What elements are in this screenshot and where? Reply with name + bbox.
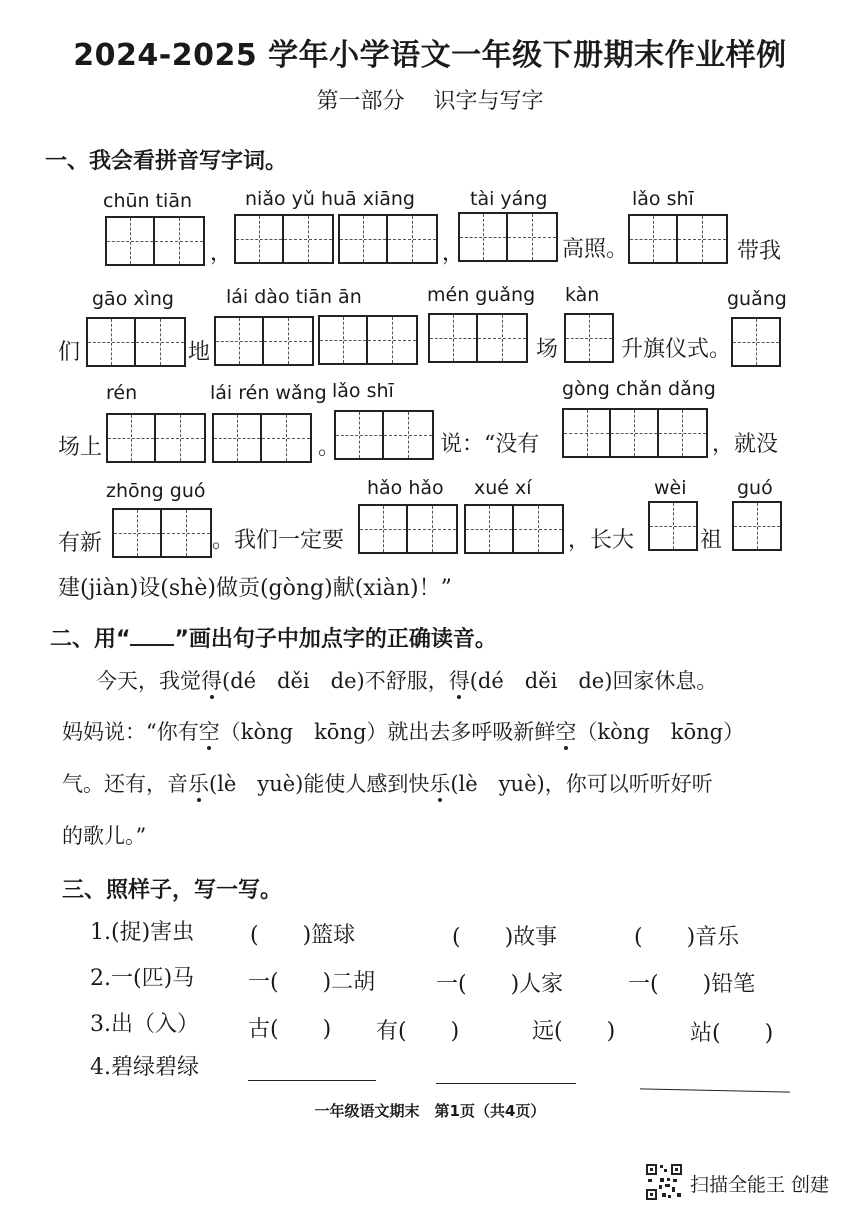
writing-grid[interactable] [318, 315, 418, 365]
writing-grid[interactable] [732, 501, 782, 551]
writing-grid[interactable] [358, 504, 458, 554]
writing-grid[interactable] [234, 214, 334, 264]
writing-grid[interactable] [562, 408, 708, 458]
text-fragment: 们 [58, 340, 81, 365]
fill-blank[interactable]: 一( )铅笔 [628, 972, 756, 997]
writing-grid[interactable] [464, 504, 564, 554]
sentence-line: 的歌儿。” [62, 824, 147, 848]
pinyin: lái rén wǎng [210, 382, 327, 404]
example-item: 2.一(匹)马 [90, 966, 195, 991]
text-fragment: 有新 [58, 531, 103, 556]
pinyin: wèi [654, 477, 687, 499]
text-fragment: 场上 [58, 435, 103, 460]
section2-heading-start: 二、用“ [50, 627, 131, 652]
pinyin: rén [106, 382, 138, 404]
pinyin: guǎng [727, 288, 787, 310]
dotted-char: 乐 [188, 772, 209, 796]
text-fragment: 说：“没有 [440, 432, 540, 457]
section2-heading-end: ”画出句子中加点字的正确读音。 [174, 627, 497, 652]
text-fragment: 。我们一定要 [212, 528, 345, 553]
answer-line[interactable] [640, 1088, 790, 1092]
pinyin: hǎo hǎo [367, 477, 444, 499]
part-subtitle: 第一部分 识字与写字 [316, 89, 544, 114]
qr-code-icon [645, 1163, 683, 1201]
pinyin: lǎo shī [632, 188, 694, 210]
dotted-char: 乐 [429, 772, 451, 796]
page-title: 2024-2025 学年小学语文一年级下册期末作业样例 [73, 38, 787, 73]
section3-heading: 三、照样子，写一写。 [62, 878, 283, 903]
text-fragment: 高照。 [562, 237, 629, 262]
pinyin: kàn [565, 284, 600, 306]
sentence-line: 妈妈说：“你有空（kòng kōng）就出去多呼吸新鲜空（kòng kōng） [62, 720, 745, 744]
fill-blank[interactable]: 站( ) [690, 1021, 774, 1046]
fill-blank[interactable]: 远( ) [532, 1019, 616, 1044]
writing-grid[interactable] [458, 212, 558, 262]
writing-grid[interactable] [112, 508, 212, 558]
pinyin: gòng chǎn dǎng [562, 378, 716, 400]
dotted-char: 得 [448, 669, 470, 693]
dotted-char: 空 [198, 720, 220, 744]
text-fragment: 带我 [737, 239, 782, 264]
dotted-char: 空 [555, 720, 577, 744]
pinyin: lǎo shī [332, 380, 394, 402]
answer-line[interactable] [436, 1083, 576, 1084]
text-fragment: 。 [318, 435, 341, 460]
text-fragment: ， [210, 241, 233, 266]
writing-grid[interactable] [628, 214, 728, 264]
writing-grid[interactable] [86, 317, 186, 367]
pinyin: niǎo yǔ huā xiāng [245, 188, 415, 210]
pinyin: guó [737, 477, 773, 499]
fill-blank[interactable]: 有( ) [376, 1019, 460, 1044]
writing-grid[interactable] [105, 216, 205, 266]
pinyin: mén guǎng [427, 284, 536, 306]
sentence-line: 气。还有，音乐(lè yuè)能使人感到快乐(lè yuè)，你可以听听好听 [62, 772, 713, 796]
scanner-watermark: 扫描全能王 创建 [690, 1174, 830, 1196]
text-fragment: 场 [536, 337, 559, 362]
text-fragment: ， [442, 241, 465, 266]
page-footer: 一年级语文期末 第1页（共4页） [314, 1102, 546, 1120]
example-item: 4.碧绿碧绿 [90, 1055, 199, 1080]
writing-grid[interactable] [334, 410, 434, 460]
section1-heading: 一、我会看拼音写字词。 [45, 149, 288, 174]
pinyin: xué xí [474, 477, 532, 499]
fill-blank[interactable]: ( )故事 [452, 925, 558, 950]
text-fragment: 地 [188, 340, 211, 365]
underline-sample [130, 626, 174, 646]
example-item: 1.(捉)害虫 [90, 920, 195, 945]
fill-blank[interactable]: ( )篮球 [250, 923, 356, 948]
writing-grid[interactable] [731, 317, 781, 367]
writing-grid[interactable] [564, 313, 614, 363]
sentence-line: 今天，我觉得(dé děi de)不舒服，得(dé děi de)回家休息。 [96, 669, 718, 693]
writing-grid[interactable] [428, 313, 528, 363]
dotted-char: 得 [201, 669, 222, 693]
text-fragment: 升旗仪式。 [621, 337, 732, 362]
pinyin: zhōng guó [106, 480, 206, 502]
answer-line[interactable] [248, 1080, 376, 1081]
text-fragment: 祖 [700, 528, 723, 553]
writing-grid[interactable] [214, 316, 314, 366]
text-fragment: ，长大 [568, 528, 635, 553]
fill-blank[interactable]: 一( )人家 [436, 972, 564, 997]
example-item: 3.出（入） [90, 1012, 199, 1037]
pinyin: chūn tiān [103, 190, 193, 212]
pinyin: lái dào tiān ān [226, 286, 362, 308]
writing-grid[interactable] [338, 214, 438, 264]
fill-blank[interactable]: 古( ) [248, 1017, 332, 1042]
fill-blank[interactable]: 一( )二胡 [248, 970, 376, 995]
pinyin: tài yáng [470, 188, 548, 210]
text-line: 建(jiàn)设(shè)做贡(gòng)献(xiàn)！” [58, 576, 452, 601]
writing-grid[interactable] [106, 413, 206, 463]
pinyin: gāo xìng [92, 288, 174, 310]
writing-grid[interactable] [212, 413, 312, 463]
writing-grid[interactable] [648, 501, 698, 551]
text-fragment: ，就没 [712, 432, 779, 457]
fill-blank[interactable]: ( )音乐 [634, 925, 740, 950]
